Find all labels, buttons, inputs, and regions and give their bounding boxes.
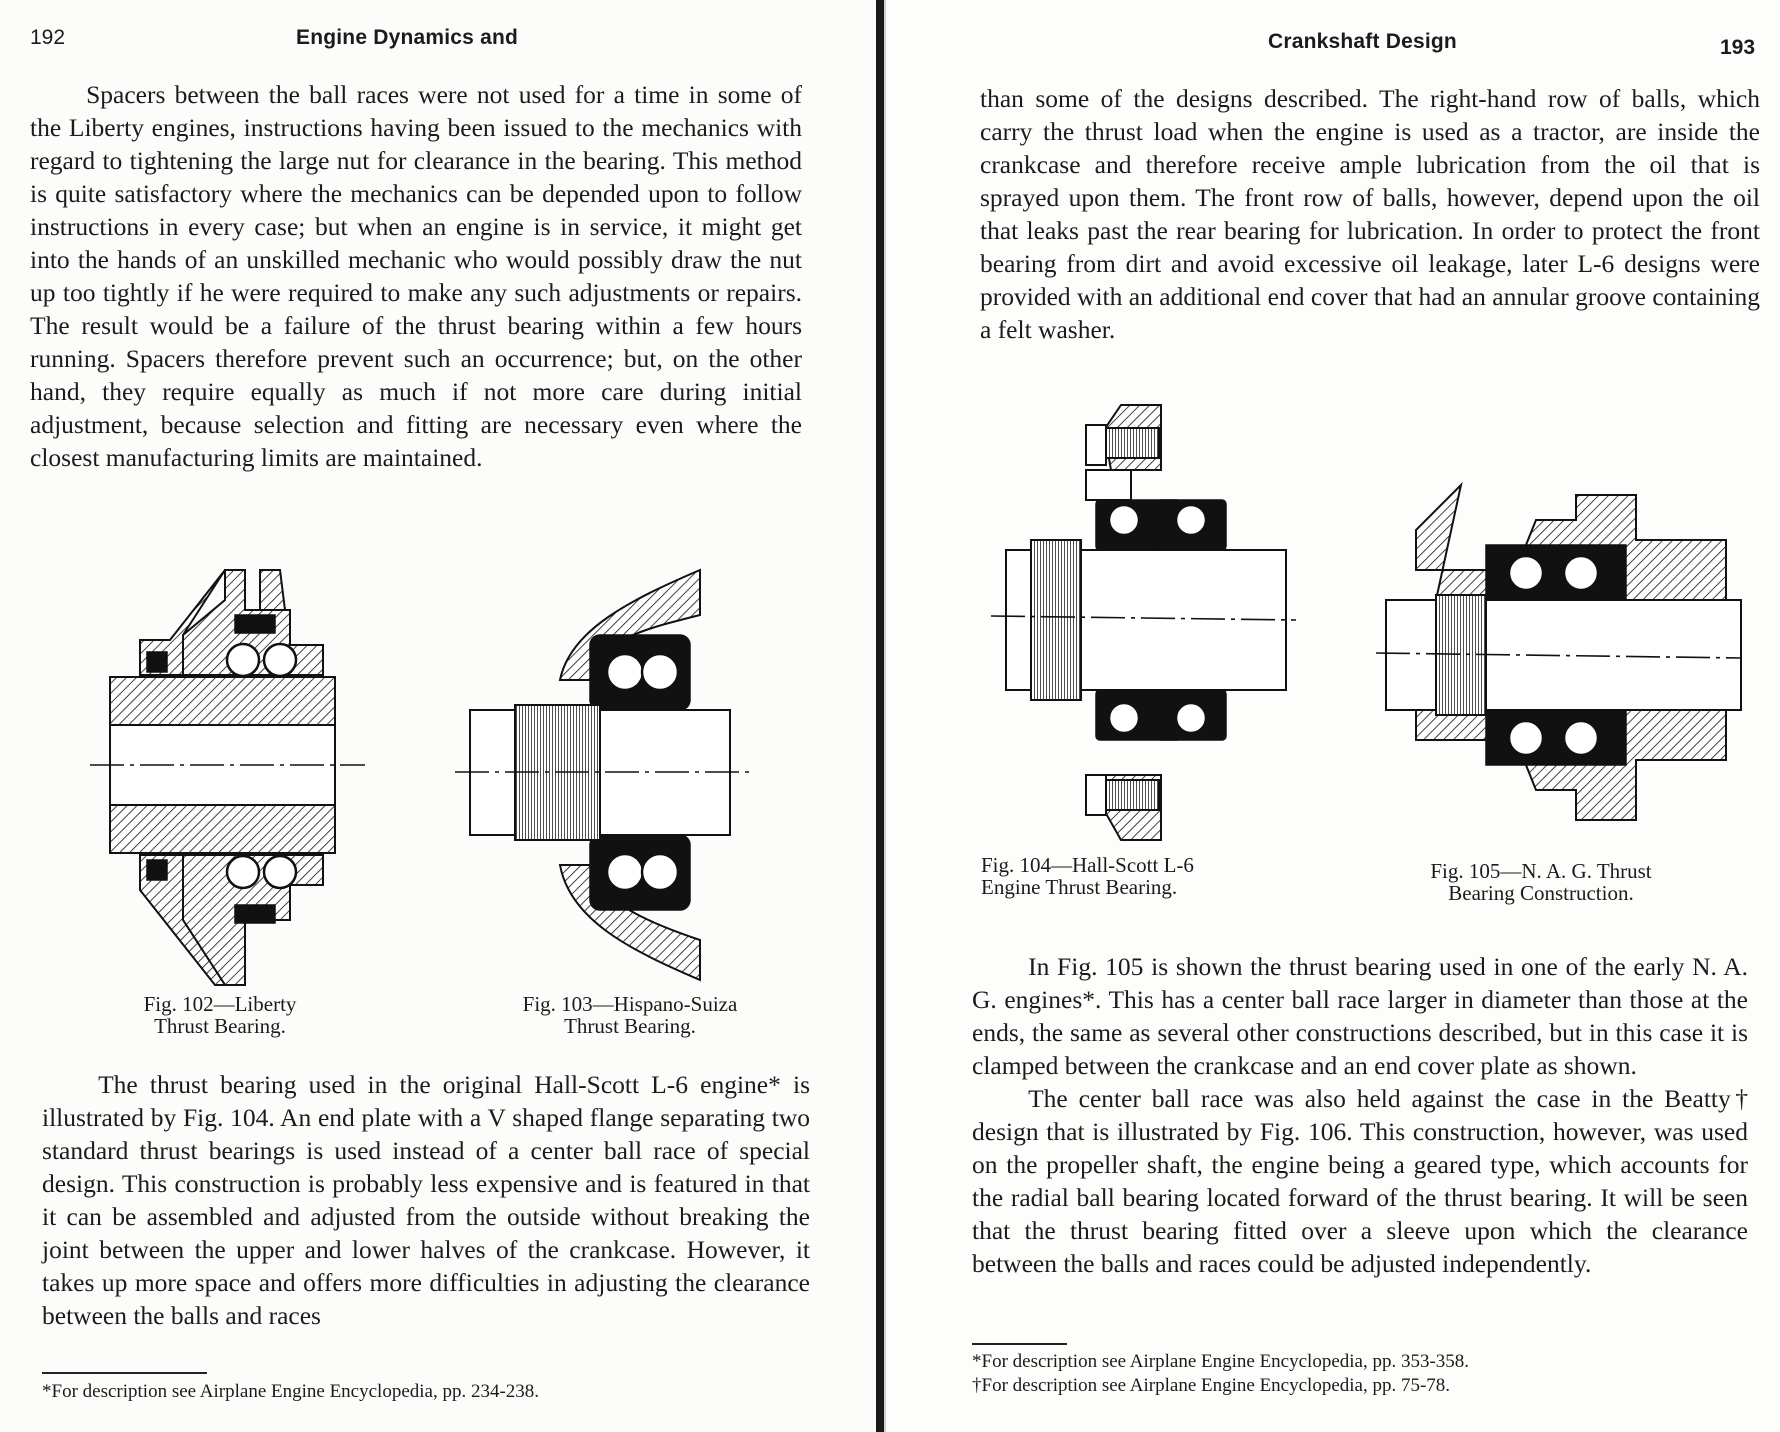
upper-bolt xyxy=(1104,428,1159,458)
body-text-block xyxy=(42,1068,810,1332)
footnote: *For description see Airplane Engine Encyclopedia, pp. 353-358. xyxy=(972,1351,1470,1372)
shaft-lower-wall xyxy=(110,805,335,853)
body-text-block xyxy=(30,78,802,474)
footnote-rule xyxy=(972,1343,1067,1345)
ball xyxy=(1176,505,1206,535)
caption-line: Bearing Construction. xyxy=(1448,881,1634,905)
nut xyxy=(1031,540,1081,700)
end-plate xyxy=(1086,470,1131,500)
footnote: †For description see Airplane Engine Encyclopedia, pp. 75-78. xyxy=(972,1375,1451,1396)
left-page xyxy=(0,0,876,1432)
paragraph: than some of the designs described. The right-hand row of balls, which carry the thrust load when the engine is used as a tractor, are inside the crankcase and therefore receive ample lubrication from the oil that is sprayed upon them. The front row of balls, however, depend upon the oil that leaks past the rear bearing for lubrication. In order to protect the front bearing from dirt and avoid excessive oil leakage, later L-6 designs were provided with an additional end cover that had an annular groove containing a felt washer. xyxy=(980,84,1760,344)
figure-caption xyxy=(1391,860,1691,904)
lower-bolt xyxy=(1104,780,1159,810)
paragraph: Spacers between the ball races were not used for a time in some of the Liberty engines, instructions having been issued to the mechanics with regard to tightening the large nut for clearance in the bearing. This method is quite satisfactory where the mechanics can be depended upon to follow instructions in every case; but when an engine is in service, it might get into the hands of an unskilled mechanic who would possibly draw the nut up too tightly if he were required to make any such adjustments or repairs. The result would be a failure of the thrust bearing within a few hours running. Spacers therefore prevent such an occurrence; but, on the other hand, they require equally as much if not more care during initial adjustment, because selection and fitting are necessary even where the closest manufacturing limits are maintained. xyxy=(30,80,802,472)
ball xyxy=(1564,556,1598,590)
seal xyxy=(147,860,167,880)
ball xyxy=(264,856,296,888)
footnote: *For description see Airplane Engine Encyclopedia, pp. 234-238. xyxy=(42,1381,540,1402)
caption-line: Fig. 103—Hispano-Suiza xyxy=(522,992,738,1016)
body-text-block xyxy=(972,950,1748,1280)
book-spine xyxy=(876,0,884,1432)
ball xyxy=(264,644,296,676)
paragraph: In Fig. 105 is shown the thrust bearing used in one of the early N. A. G. engines*. This has a center ball race larger in diameter than those at the ends, the same as several other constructions described, but in this case it is clamped between the crankcase and an end cover plate as shown. xyxy=(972,952,1748,1080)
figure-103-hispano-suiza-thrust-bearing xyxy=(450,560,760,990)
page-number: 193 xyxy=(1720,36,1756,59)
figure-105-nag-thrust-bearing xyxy=(1376,470,1746,840)
paragraph: The thrust bearing used in the original Hall-Scott L-6 engine* is illustrated by Fig. 104. An end plate with a V shaped flange separating two standard thrust bearings is used instead of a center ball race of special design. This construction is probably less expensive and is featured in that it can be assembled and adjusted from the outside without breaking the joint between the upper and lower halves of the crankcase. However, it takes up more space and offers more difficulties in adjusting the clearance between the balls and races xyxy=(42,1070,810,1330)
figure-102-liberty-thrust-bearing xyxy=(85,560,385,990)
upper-nut xyxy=(235,615,275,633)
ball xyxy=(642,654,678,690)
ball xyxy=(607,854,643,890)
footnote-rule xyxy=(42,1372,207,1374)
caption-line: Fig. 104—Hall-Scott L-6 xyxy=(981,853,1194,877)
caption-line: Thrust Bearing. xyxy=(154,1014,286,1038)
ball xyxy=(1109,703,1139,733)
lower-nut xyxy=(235,905,275,923)
page-number: 192 xyxy=(30,26,66,49)
ball xyxy=(1509,721,1543,755)
right-page xyxy=(886,0,1780,1432)
ball xyxy=(1176,703,1206,733)
caption-line: Fig. 102—Liberty xyxy=(143,992,297,1016)
running-head: Crankshaft Design xyxy=(1268,30,1457,53)
body-text-block xyxy=(980,82,1760,346)
ball xyxy=(642,854,678,890)
bolt-head xyxy=(1086,775,1106,815)
bolt-head xyxy=(1086,425,1106,465)
ball xyxy=(227,644,259,676)
caption-line: Thrust Bearing. xyxy=(564,1014,696,1038)
ball xyxy=(227,856,259,888)
figure-caption xyxy=(480,993,780,1037)
shaft-upper-wall xyxy=(110,677,335,725)
caption-line: Fig. 105—N. A. G. Thrust xyxy=(1430,859,1652,883)
seal xyxy=(147,652,167,672)
figure-104-hall-scott-thrust-bearing xyxy=(986,390,1306,850)
figure-caption xyxy=(100,993,340,1037)
paragraph: The center ball race was also held against the case in the Beatty† design that is illustrated by Fig. 106. This construction, however, was used on the propeller shaft, the engine being a geared type, which accounts for the radial ball bearing located forward of the thrust bearing. It will be seen that the thrust bearing fitted over a sleeve upon which the clearance between the balls and races could be adjusted independently. xyxy=(972,1084,1748,1278)
caption-line: Engine Thrust Bearing. xyxy=(981,875,1178,899)
upper-race xyxy=(1486,545,1626,600)
ball xyxy=(1509,556,1543,590)
figure-caption xyxy=(981,854,1301,898)
upper-flange xyxy=(260,570,285,610)
ball xyxy=(1109,505,1139,535)
ball xyxy=(607,654,643,690)
ball xyxy=(1564,721,1598,755)
running-head: Engine Dynamics and xyxy=(296,26,519,49)
lower-race xyxy=(1486,710,1626,765)
